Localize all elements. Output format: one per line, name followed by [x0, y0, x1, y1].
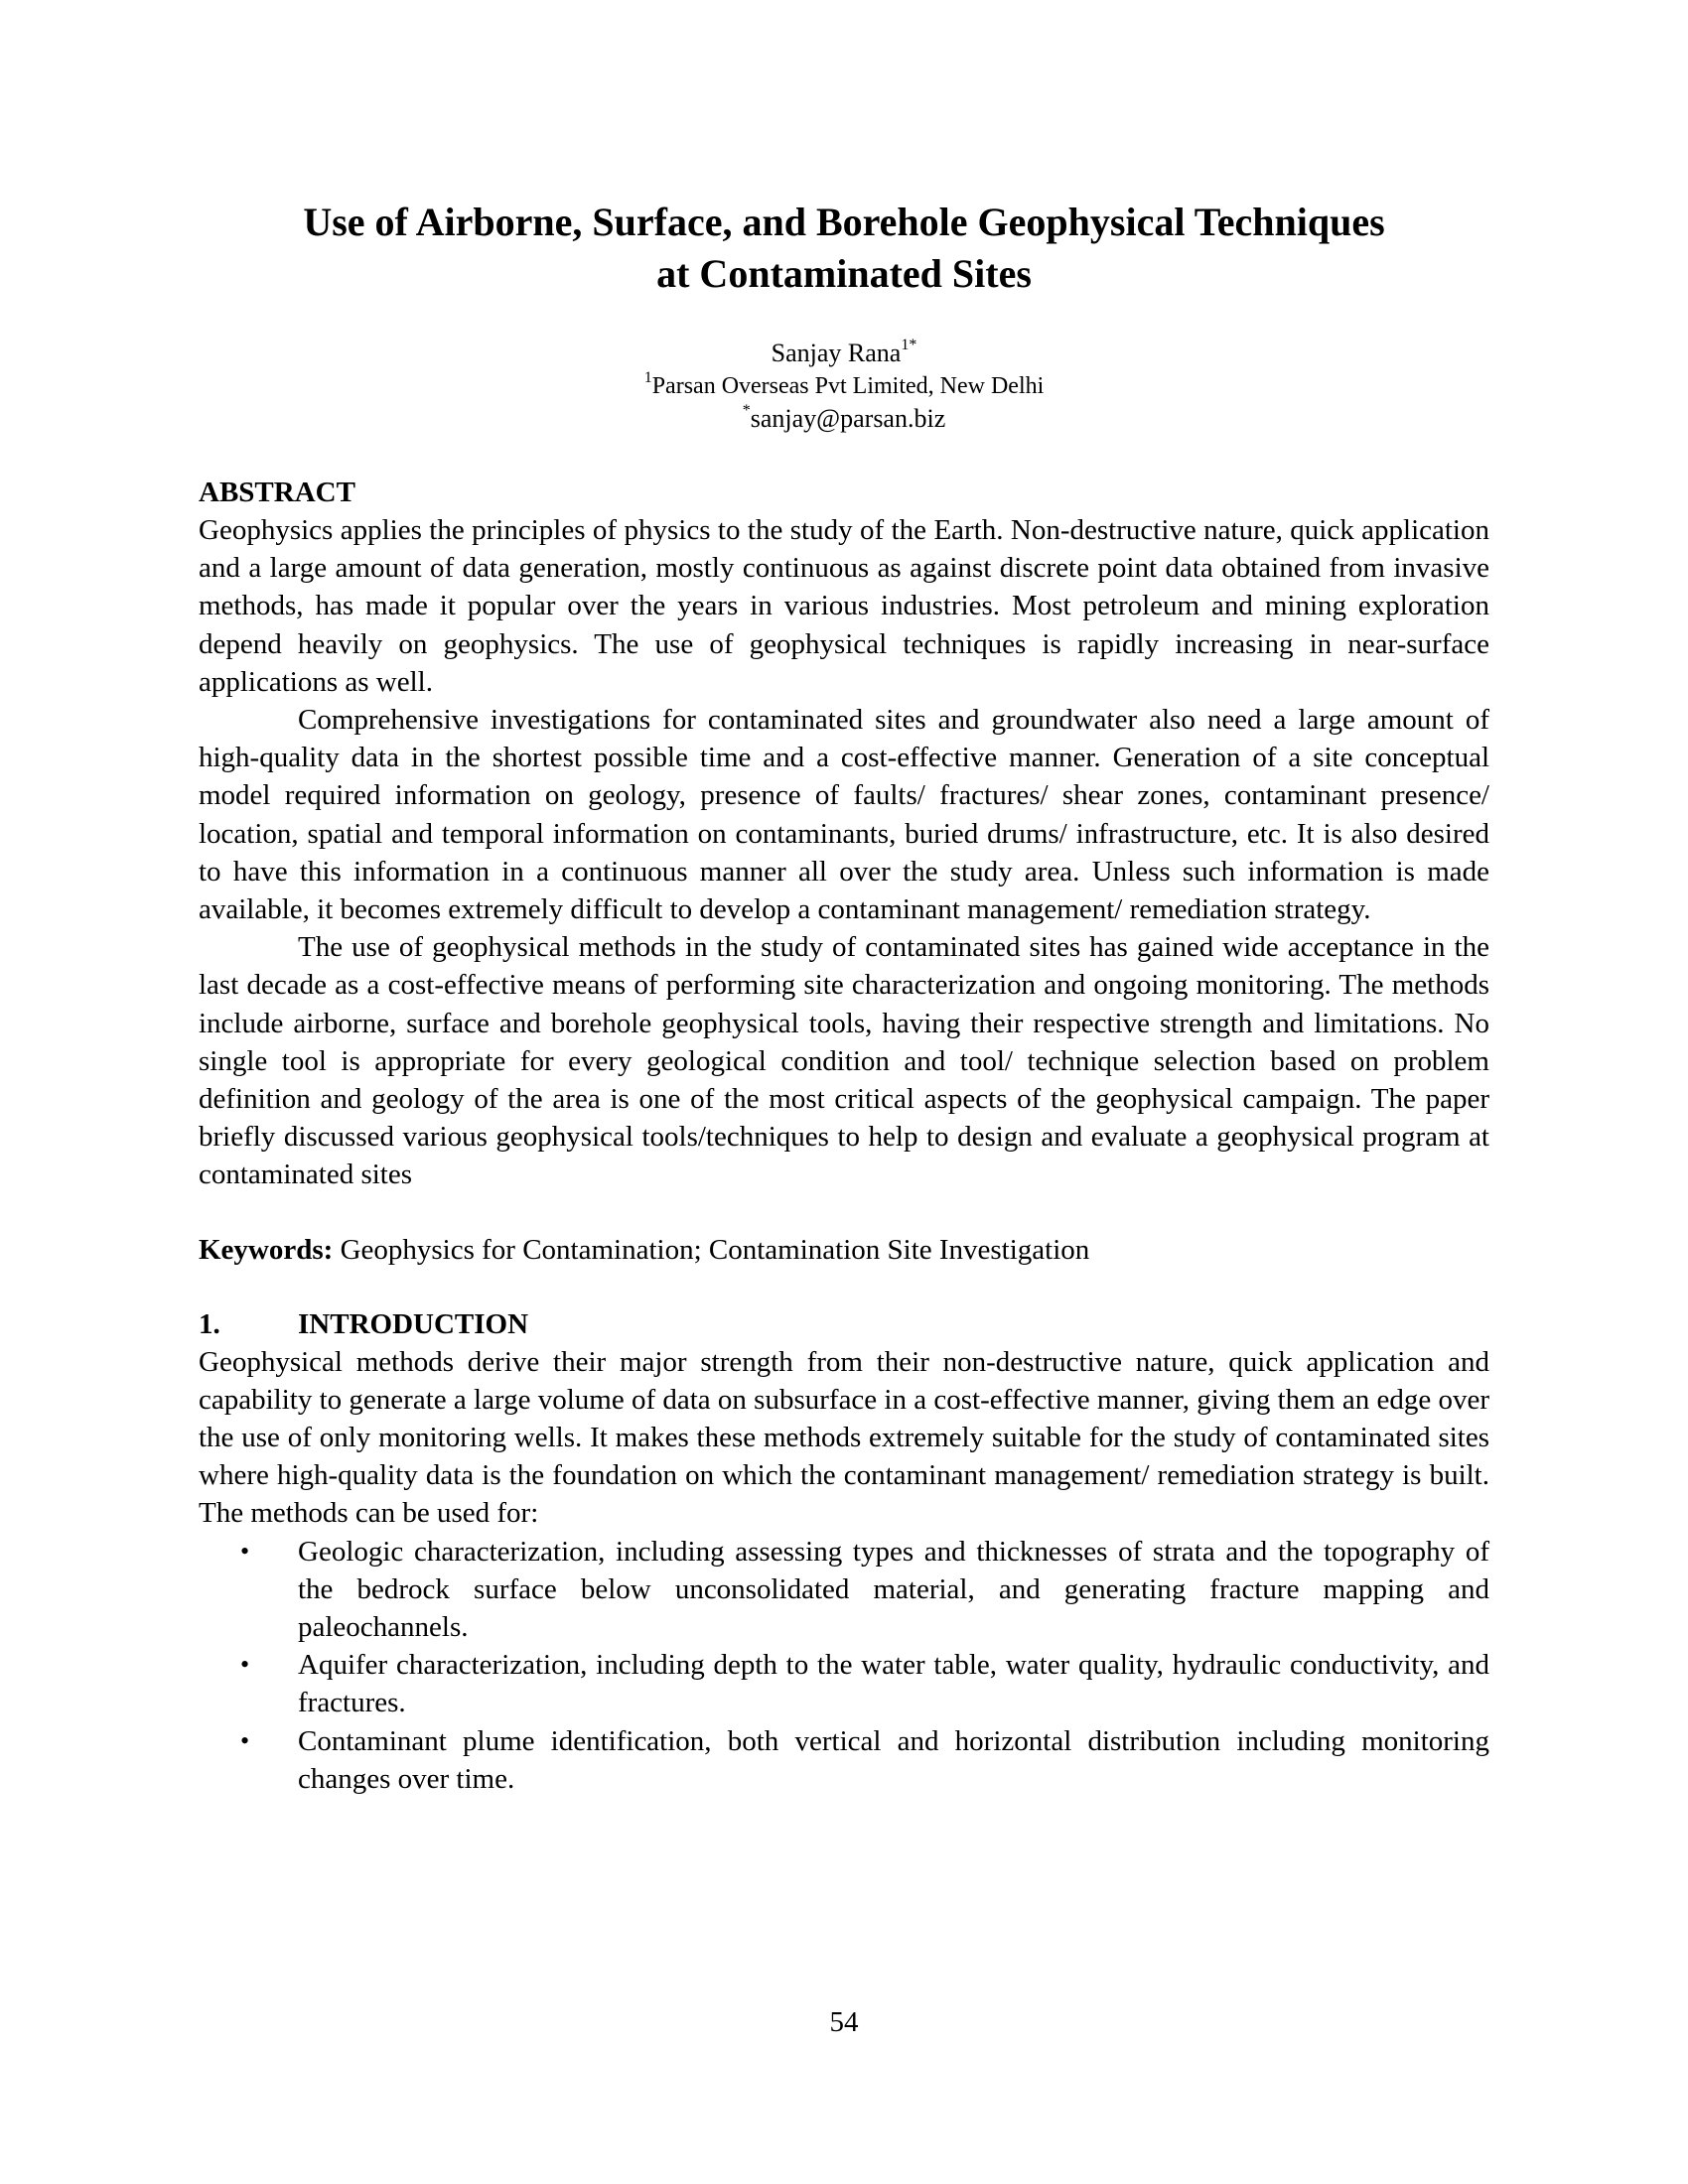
- author-block: [199, 337, 1489, 436]
- list-item: [199, 1646, 1489, 1721]
- keywords-text: Geophysics for Contamination; Contamination Site Investigation: [340, 1233, 1090, 1266]
- bullet-icon: •: [240, 1725, 250, 1755]
- affiliation-superscript: 1: [643, 369, 652, 386]
- keywords-label: Keywords:: [199, 1233, 334, 1266]
- list-item: [199, 1533, 1489, 1647]
- title-line-1: Use of Airborne, Surface, and Borehole Geophysical Techniques: [303, 200, 1385, 244]
- section-number: 1.: [199, 1307, 220, 1340]
- abstract-paragraph-1: Geophysics applies the principles of physics to the study of the Earth. Non-destructive nature, quick application and a large amount of data generation, mostly continuous as against discrete point data obtained from invasive methods, has made it popular over the years in various industries. Most petroleum and mining exploration depend heavily on geophysics. The use of geophysical techniques is rapidly increasing in near-surface applications as well.: [199, 514, 1489, 698]
- author-line: [199, 337, 1489, 370]
- abstract-heading: ABSTRACT: [199, 477, 355, 508]
- affiliation-line: [199, 370, 1489, 402]
- page-number: 54: [829, 2006, 859, 2038]
- list-item-text: Geologic characterization, including assessing types and thicknesses of strata and the topography of the bedrock surface below unconsolidated material, and generating fracture mapping and paleochannels.: [298, 1535, 1489, 1644]
- bullet-icon: •: [240, 1536, 250, 1566]
- list-item: [199, 1722, 1489, 1798]
- abstract-paragraph-2: Comprehensive investigations for contaminated sites and groundwater also need a large amount of high-quality data in the shortest possible time and a cost-effective manner. Generation of a site conceptual model required information on geology, presence of faults/ fractures/ shear zones, contaminant presence/ location, spatial and temporal information on contaminants, buried drums/ infrastructure, etc. It is also desired to have this information in a continuous manner all over the study area. Unless such information is made available, it becomes extremely difficult to develop a contaminant management/ remediation strategy.: [199, 704, 1489, 926]
- keywords-line: [199, 1231, 1489, 1269]
- title-line-2: at Contaminated Sites: [656, 251, 1032, 296]
- author-superscript: 1*: [901, 337, 917, 354]
- affiliation: Parsan Overseas Pvt Limited, New Delhi: [651, 373, 1045, 399]
- email-superscript: *: [742, 402, 751, 420]
- abstract-paragraph-3: The use of geophysical methods in the study of contaminated sites has gained wide acceptance in the last decade as a cost-effective means of performing site characterization and ongoing monitoring. The methods include airborne, surface and borehole geophysical tools, having their respective strength and limitations. No single tool is appropriate for every geological condition and tool/ technique selection based on problem definition and geology of the area is one of the most critical aspects of the geophysical campaign. The paper briefly discussed various geophysical tools/techniques to help to design and evaluate a geophysical program at contaminated sites: [199, 931, 1489, 1191]
- author-email: sanjay@parsan.biz: [750, 404, 946, 433]
- bullet-icon: •: [240, 1650, 250, 1680]
- email-line: [199, 402, 1489, 436]
- list-item-text: Contaminant plume identification, both vertical and horizontal distribution including monitoring changes over time.: [298, 1724, 1489, 1795]
- introduction-paragraph: Geophysical methods derive their major strength from their non-destructive nature, quick application and capability to generate a large volume of data on subsurface in a cost-effective manner, giving them an edge over the use of only monitoring wells. It makes these methods extremely suitable for the study of contaminated sites where high-quality data is the foundation on which the contaminant management/ remediation strategy is built. The methods can be used for:: [199, 1345, 1489, 1530]
- list-item-text: Aquifer characterization, including depth to the water table, water quality, hydraulic conductivity, and fractures.: [298, 1649, 1489, 1719]
- author-name: Sanjay Rana: [771, 339, 902, 367]
- introduction-heading: [199, 1305, 1489, 1343]
- section-title: INTRODUCTION: [298, 1307, 529, 1340]
- paper-title: [199, 197, 1489, 300]
- page-content: [199, 197, 1489, 1798]
- uses-bullet-list: [199, 1533, 1489, 1798]
